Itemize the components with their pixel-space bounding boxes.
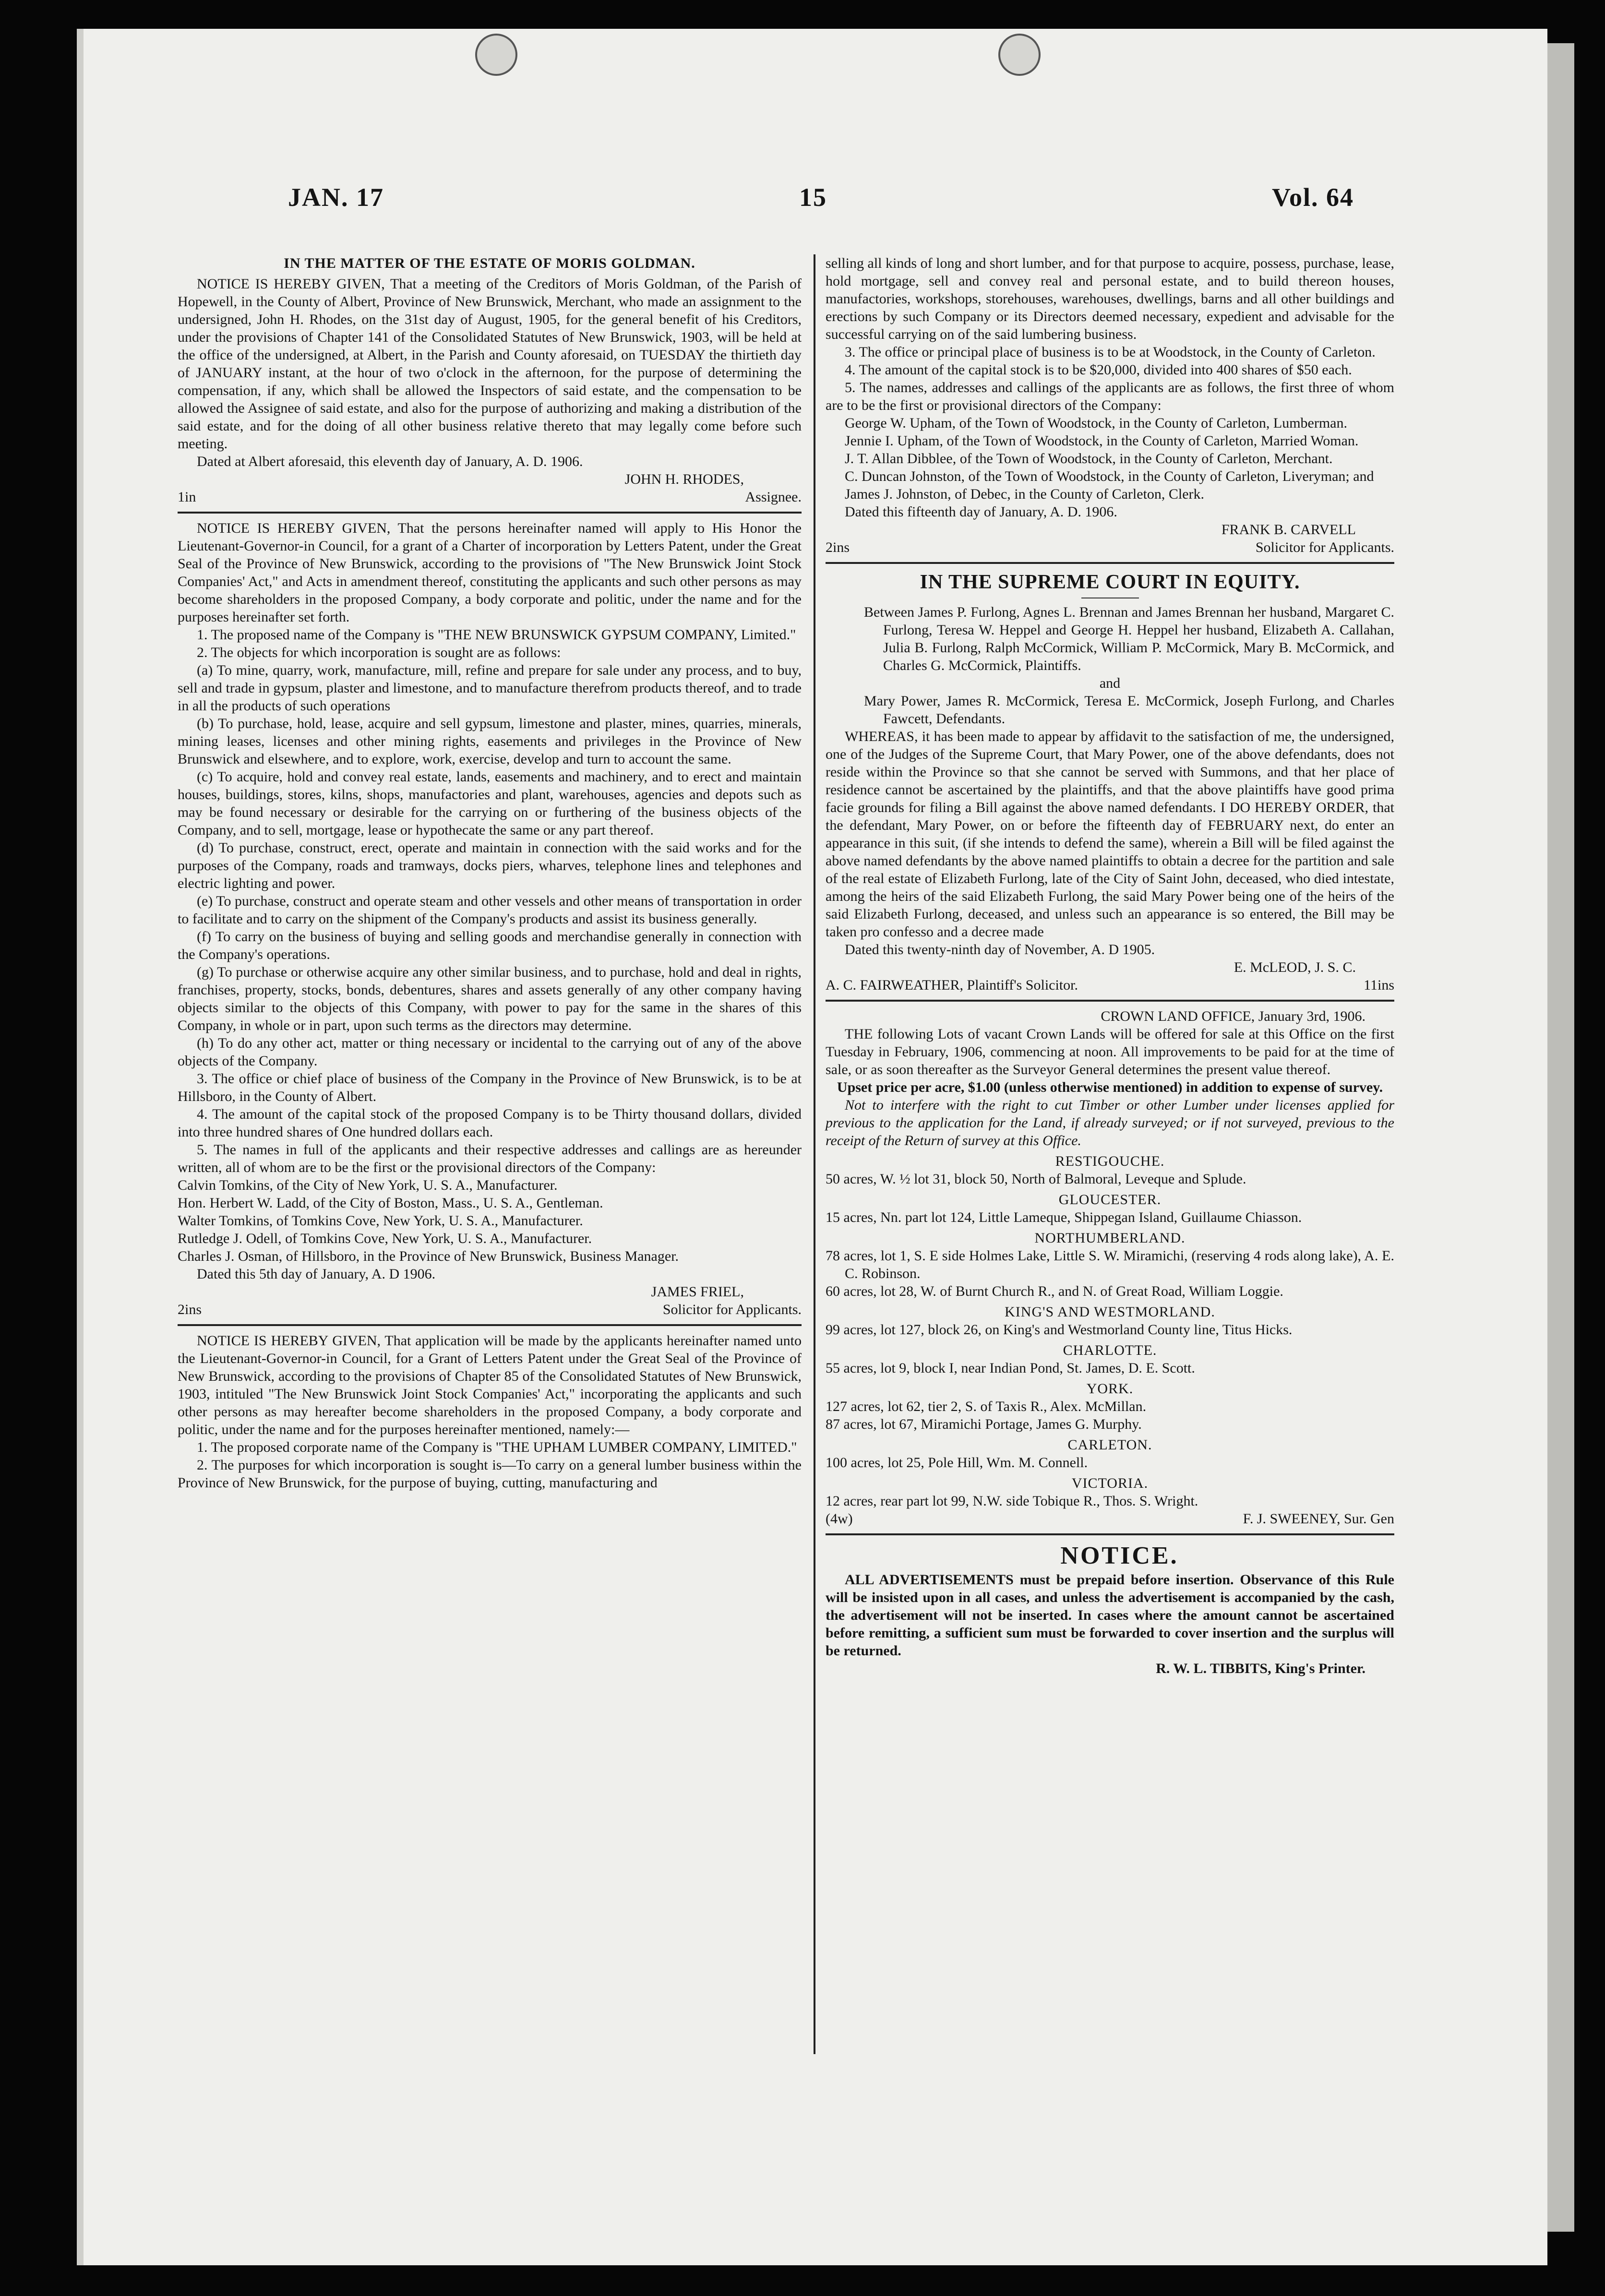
header-volume: Vol. 64 xyxy=(1272,183,1354,212)
crown-land-notice xyxy=(826,1007,1394,1528)
goldman-dated: Dated at Albert aforesaid, this eleventh day of January, A. D. 1906. xyxy=(197,454,583,469)
upham-dated: Dated this fifteenth day of January, A. D. 1906. xyxy=(845,504,1117,520)
goldman-role: Assignee. xyxy=(745,489,802,505)
equity-plaintiffs: Between James P. Furlong, Agnes L. Brennan and James Brennan her husband, Margaret C. Furlong, Teresa W. Heppel and George H. Heppel her husband, Elizabeth A. Callahan, Julia B. Furlong, Ralph McCormick, William P. McCormick, Mary B. McCormick, and Charles G. McCormick, Plaintiffs. xyxy=(864,604,1394,673)
divider xyxy=(826,1533,1394,1535)
upham-item: 3. The office or principal place of business is to be at Woodstock, in the County of Carleton. xyxy=(845,344,1376,360)
upham-applicant: James J. Johnston, of Debec, in the County of Carleton, Clerk. xyxy=(845,486,1205,502)
crown-body: THE following Lots of vacant Crown Lands will be offered for sale at this Office on the first Tuesday in February, 1906, commencing at noon. All improvements to be paid for at the time of sale, or as soon thereafter as the Surveyor General determines the present value thereof. xyxy=(826,1026,1394,1077)
gypsum-ins: 2ins xyxy=(178,1302,202,1317)
gypsum-applicant: Charles J. Osman, of Hillsboro, in the Province of New Brunswick, Business Manager. xyxy=(178,1248,679,1264)
advertising-notice xyxy=(826,1541,1394,1677)
gypsum-item: (e) To purchase, construct and operate steam and other vessels and other means of transportation in order to facilitate and to carry on the shipment of the Company's products and assist its business generally. xyxy=(178,893,802,927)
divider xyxy=(826,562,1394,564)
upham-signer: FRANK B. CARVELL xyxy=(1221,522,1356,538)
upham-lumber-notice-continued xyxy=(826,254,1394,556)
right-column xyxy=(826,254,1394,1677)
gypsum-item: (a) To mine, quarry, work, manufacture, mill, refine and prepare for sale under any process, and to buy, sell and trade in gypsum, plaster and limestone, and to manufacture therefrom products thereof, and to trade in all the products of such operations xyxy=(178,662,802,714)
equity-dated: Dated this twenty-ninth day of November, A. D 1905. xyxy=(845,942,1155,957)
gypsum-footer xyxy=(178,1301,802,1318)
equity-defendants: Mary Power, James R. McCormick, Teresa E. McCormick, Joseph Furlong, and Charles Fawcett, Defendants. xyxy=(864,693,1394,727)
equity-body: WHEREAS, it has been made to appear by affidavit to the satisfaction of me, the undersigned, one of the Judges of the Supreme Court, that Mary Power, one of the above defendants, does not reside within the Province so that she cannot be served with Summons, and that her place of residence cannot be ascertained by the plaintiffs, and that the above plaintiffs have good prima facie grounds for filing a Bill against the above named defendants. I DO HEREBY ORDER, that the defendant, Mary Power, on or before the fifteenth day of FEBRUARY next, do enter an appearance in this suit, (if she intends to defend the same), wherein a Bill will be filed against the above named defendants by the above named plaintiffs to obtain a decree for the partition and sale of the real estate of Elizabeth Furlong, late of the City of Saint John, deceased, who died intestate, among the heirs of the said Elizabeth Furlong, the said Mary Power being one of the heirs of the said Elizabeth Furlong, deceased, and unless such an appearance is so entered, the Bill may be taken pro confesso and a decree made xyxy=(826,729,1394,940)
goldman-ins: 1in xyxy=(178,489,196,505)
gypsum-role: Solicitor for Applicants. xyxy=(662,1302,802,1317)
lot-entry: 12 acres, rear part lot 99, N.W. side Tobique R., Thos. S. Wright. xyxy=(826,1493,1198,1509)
crown-code: (4w) xyxy=(826,1511,853,1527)
supreme-court-equity-notice xyxy=(826,570,1394,994)
lot-entry: 50 acres, W. ½ lot 31, block 50, North of Balmoral, Leveque and Splude. xyxy=(826,1171,1246,1187)
upham-applicant: C. Duncan Johnston, of the Town of Woodstock, in the County of Carleton, Liveryman; and xyxy=(845,468,1374,484)
gypsum-item: 2. The objects for which incorporation is sought are as follows: xyxy=(197,645,561,660)
county-name: NORTHUMBERLAND. xyxy=(1034,1230,1186,1246)
header-date: JAN. 17 xyxy=(288,183,384,212)
lot-entry: 78 acres, lot 1, S. E side Holmes Lake, Little S. W. Miramichi, (reserving 4 rods along lake), A. E. C. Robinson. xyxy=(826,1248,1394,1281)
divider xyxy=(178,512,802,514)
notice-title: NOTICE. xyxy=(1060,1542,1179,1569)
gypsum-item: (b) To purchase, hold, lease, acquire and sell gypsum, limestone and plaster, mines, quarries, minerals, mining leases, licenses and other mining rights, easements and privileges in the Province of New Brunswick and elsewhere, and to explore, work, exercise, develop and turn to account the same. xyxy=(178,716,802,767)
equity-footer xyxy=(826,976,1394,994)
gypsum-company-notice xyxy=(178,519,802,1318)
upham-role: Solicitor for Applicants. xyxy=(1255,539,1394,555)
left-column xyxy=(178,254,802,1492)
gypsum-item: (f) To carry on the business of buying and selling goods and merchandise generally in connection with the Company's operations. xyxy=(178,929,802,962)
goldman-body: NOTICE IS HEREBY GIVEN, That a meeting of the Creditors of Moris Goldman, of the Parish of Hopewell, in the County of Albert, Province of New Brunswick, Merchant, who made an assignment to the undersigned, John H. Rhodes, on the 31st day of August, 1905, for the general benefit of his Creditors, under the provisions of Chapter 141 of the Consolidated Statutes of New Brunswick, 1903, will be held at the office of the undersigned, at Albert, in the Parish and County aforesaid, on TUESDAY the thirtieth day of JANUARY instant, at the hour of two o'clock in the afternoon, for the purpose of determining the compensation, if any, which shall be allowed the Inspectors of said estate, and the compensation to be allowed the Assignee of said estate, and also for the purpose of authorizing and making a distribution of the said estate, and for the doing of all other business relative thereto that may legally come before such meeting. xyxy=(178,276,802,452)
county-name: GLOUCESTER. xyxy=(1058,1192,1162,1208)
lot-entry: 87 acres, lot 67, Miramichi Portage, James G. Murphy. xyxy=(826,1416,1142,1432)
gypsum-item: 5. The names in full of the applicants and their respective addresses and callings are as hereunder written, all of whom are to be the first or the provisional directors of the Company: xyxy=(178,1142,802,1175)
crown-signer: F. J. SWEENEY, Sur. Gen xyxy=(1243,1511,1394,1527)
equity-ins: 11ins xyxy=(1364,977,1394,993)
county-name: VICTORIA. xyxy=(1071,1475,1149,1491)
crown-dateline: CROWN LAND OFFICE, January 3rd, 1906. xyxy=(1101,1008,1365,1024)
lot-entry: 60 acres, lot 28, W. of Burnt Church R., and N. of Great Road, William Loggie. xyxy=(826,1283,1283,1299)
county-name: YORK. xyxy=(1086,1381,1134,1397)
crown-note: Not to interfere with the right to cut Timber or other Lumber under licenses applied for previous to the application for the Land, if already surveyed; or if not surveyed, previous to the receipt of the Return of survey at this Office. xyxy=(826,1097,1394,1148)
goldman-title: IN THE MATTER OF THE ESTATE OF MORIS GOLDMAN. xyxy=(284,255,695,271)
upham-applicant: George W. Upham, of the Town of Woodstock, in the County of Carleton, Lumberman. xyxy=(845,415,1347,431)
lot-entry: 99 acres, lot 127, block 26, on King's and Westmorland County line, Titus Hicks. xyxy=(826,1322,1293,1338)
punch-hole-icon xyxy=(998,34,1041,76)
upham-footer xyxy=(826,538,1394,556)
gypsum-item: 3. The office or chief place of business of the Company in the Province of New Brunswick, is to be at Hillsboro, in the County of Albert. xyxy=(178,1071,802,1104)
gypsum-applicant: Rutledge J. Odell, of Tomkins Cove, New York, U. S. A., Manufacturer. xyxy=(178,1231,592,1246)
upham-item: 1. The proposed corporate name of the Company is "THE UPHAM LUMBER COMPANY, LIMITED." xyxy=(197,1439,797,1455)
county-name: RESTIGOUCHE. xyxy=(1055,1153,1165,1169)
gypsum-item: 1. The proposed name of the Company is "THE NEW BRUNSWICK GYPSUM COMPANY, Limited." xyxy=(197,627,796,643)
county-name: CHARLOTTE. xyxy=(1063,1342,1157,1358)
county-name: CARLETON. xyxy=(1067,1437,1152,1453)
gypsum-intro: NOTICE IS HEREBY GIVEN, That the persons hereinafter named will apply to His Honor the Lieutenant-Governor-in Council, for a grant of a Charter of incorporation by Letters Patent, under the Great Seal of the Province of New Brunswick, according to the provisions of "The New Brunswick Joint Stock Companies' Act," and Acts in amendment thereof, constituting the applicants and such other persons as may become shareholders in the proposed Company, a body corporate and politic, under the name and for the purposes hereinafter set forth. xyxy=(178,520,802,625)
gypsum-item: 4. The amount of the capital stock of the proposed Company is to be Thirty thousand dollars, divided into three hundred shares of One hundred dollars each. xyxy=(178,1106,802,1140)
upham-item: 5. The names, addresses and callings of the applicants are as follows, the first three of whom are to be the first or provisional directors of the Company: xyxy=(826,380,1394,413)
lot-entry: 100 acres, lot 25, Pole Hill, Wm. M. Connell. xyxy=(826,1455,1088,1471)
column-divider xyxy=(814,254,815,2054)
upham-applicant: J. T. Allan Dibblee, of the Town of Woodstock, in the County of Carleton, Merchant. xyxy=(845,451,1333,466)
gypsum-signer: JAMES FRIEL, xyxy=(651,1284,744,1300)
upham-item: 4. The amount of the capital stock is to be $20,000, divided into 400 shares of $50 each. xyxy=(845,362,1352,378)
gypsum-item: (h) To do any other act, matter or thing necessary or incidental to the carrying out of any of the above objects of the Company. xyxy=(178,1035,802,1069)
gypsum-item: (c) To acquire, hold and convey real estate, lands, easements and machinery, and to erect and maintain houses, buildings, stores, kilns, shops, manufactories and plant, warehouses, agencies and depots such as may be found necessary or desirable for the carrying on or furthering of the business objects of the Company, and to sell, mortgage, lease or hypothecate the same or any part thereof. xyxy=(178,769,802,838)
gypsum-applicant: Calvin Tomkins, of the City of New York, U. S. A., Manufacturer. xyxy=(178,1177,558,1193)
upham-applicant: Jennie I. Upham, of the Town of Woodstock, in the County of Carleton, Married Woman. xyxy=(845,433,1359,449)
gypsum-dated: Dated this 5th day of January, A. D 1906. xyxy=(197,1266,436,1282)
gypsum-item: (d) To purchase, construct, erect, operate and maintain in connection with the said works and for the purposes of the Company, roads and tramways, docks piers, wharves, telephone lines and telephones and electric lighting and power. xyxy=(178,840,802,891)
equity-title: IN THE SUPREME COURT IN EQUITY. xyxy=(920,571,1300,593)
lot-entry: 55 acres, lot 9, block I, near Indian Pond, St. James, D. E. Scott. xyxy=(826,1360,1195,1376)
upham-item: 2. The purposes for which incorporation is sought is—To carry on a general lumber business within the Province of New Brunswick, for the purpose of buying, cutting, manufacturing and xyxy=(178,1457,802,1491)
upham-intro: NOTICE IS HEREBY GIVEN, That application will be made by the applicants hereinafter named unto the Lieutenant-Governor-in Council, for a Grant of Letters Patent under the Great Seal of the Province of New Brunswick, according to the provisions of Chapter 85 of the Consolidated Statutes of New Brunswick, 1903, intituled "The New Brunswick Joint Stock Companies' Act," incorporating the applicants and such other persons as may hereafter become shareholders in the proposed Company, a body corporate and politic, under the name and for the purposes hereinafter mentioned, namely:— xyxy=(178,1333,802,1437)
punch-hole-icon xyxy=(475,34,517,76)
gypsum-applicant: Hon. Herbert W. Ladd, of the City of Boston, Mass., U. S. A., Gentleman. xyxy=(178,1195,603,1211)
notice-body: ALL ADVERTISEMENTS must be prepaid before insertion. Observance of this Rule will be insisted upon in all cases, and unless the advertisement is accompanied by the cash, the advertisement will not be inserted. In cases where the amount cannot be ascertained before remitting, a sufficient sum must be forwarded to cover insertion and the surplus will be returned. xyxy=(826,1572,1394,1659)
gypsum-item: (g) To purchase or otherwise acquire any other similar business, and to purchase, hold and deal in rights, franchises, property, stocks, bonds, debentures, shares and assets generally of any other company having objects similar to the objects of this Company, with power to pay for the same in the shares of this Company, in whole or in part, upon such terms as the directors may determine. xyxy=(178,964,802,1033)
goldman-signer: JOHN H. RHODES, xyxy=(624,471,744,487)
gypsum-applicant: Walter Tomkins, of Tomkins Cove, New York, U. S. A., Manufacturer. xyxy=(178,1213,583,1229)
crown-upset-price: Upset price per acre, $1.00 (unless otherwise mentioned) in addition to expense of survey. xyxy=(837,1079,1383,1095)
divider xyxy=(178,1324,802,1326)
header-page-number: 15 xyxy=(799,183,827,212)
notice-signer: R. W. L. TIBBITS, King's Printer. xyxy=(1156,1661,1365,1676)
divider xyxy=(826,1000,1394,1002)
equity-solicitor: A. C. FAIRWEATHER, Plaintiff's Solicitor. xyxy=(826,977,1078,993)
crown-footer xyxy=(826,1510,1394,1528)
county-name: KING'S AND WESTMORLAND. xyxy=(1005,1304,1215,1320)
upham-lumber-notice xyxy=(178,1332,802,1492)
upham-ins: 2ins xyxy=(826,539,850,555)
equity-judge: E. McLEOD, J. S. C. xyxy=(1234,959,1356,975)
goldman-estate-notice xyxy=(178,254,802,506)
upham-continuation: selling all kinds of long and short lumber, and for that purpose to acquire, possess, purchase, lease, hold mortgage, sell and convey real and personal estate, and to build thereon houses, manufactories, workshops, storehouses, warehouses, dwellings, barns and all other buildings and erections by such Company or its Directors deemed necessary, expedient and advisable for the successful carrying on of the said lumbering business. xyxy=(826,255,1394,342)
goldman-footer xyxy=(178,488,802,506)
lot-entry: 127 acres, lot 62, tier 2, S. of Taxis R., Alex. McMillan. xyxy=(826,1399,1147,1414)
equity-and: and xyxy=(1099,675,1121,691)
lot-entry: 15 acres, Nn. part lot 124, Little Lameque, Shippegan Island, Guillaume Chiasson. xyxy=(826,1209,1302,1225)
